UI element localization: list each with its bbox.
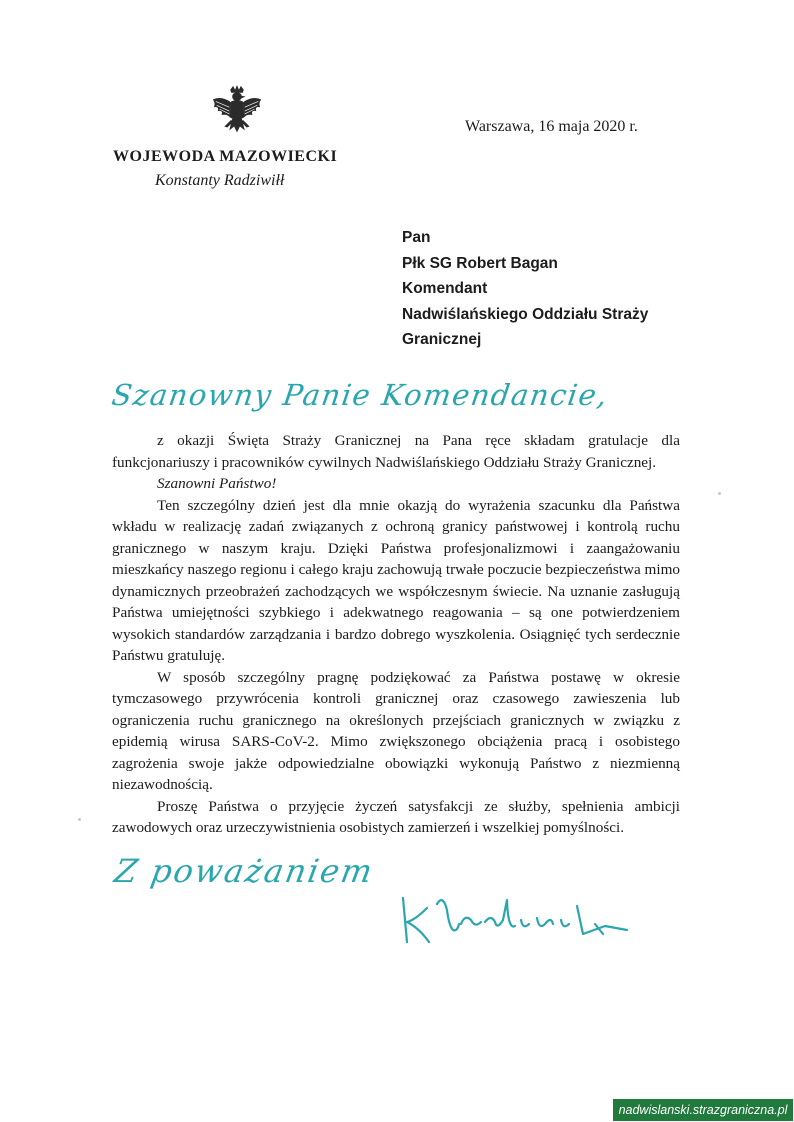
recipient-line: Granicznej xyxy=(402,331,482,348)
recipient-line: Płk SG Robert Bagan xyxy=(402,254,558,272)
letter-date: Warszawa, 16 maja 2020 r. xyxy=(465,118,638,135)
handwritten-closing: Z poważaniem xyxy=(111,852,378,890)
recipient-line: Komendant xyxy=(402,280,488,297)
scan-speck xyxy=(718,492,721,495)
handwritten-salutation: Szanowny Panie Komendancie, xyxy=(109,378,611,412)
issuer-name: Konstanty Radziwiłł xyxy=(155,172,285,189)
issuer-title: WOJEWODA MAZOWIECKI xyxy=(113,148,338,165)
body-paragraph: Ten szczególny dzień jest dla mnie okazją do wyrażenia szacunku dla Państwa wkładu w realizację zadań związanych z ochroną granicy państwowej i kontrolą ruchu granicznego w naszym kraju. Dzięki Państwa profesjonalizmowi i zaangażowaniu mieszkańcy naszego regionu i całego kraju zachowują trwałe poczucie bezpieczeństwa mimo dynamicznych przeobrażeń zachodzących we współczesnym świecie. Na uznanie zasługują Państwa umiejętności szybkiego i adekwatnego reagowania – są one potwierdzeniem wysokich standardów zarządzania i bardzo dobrego wyszkolenia. Osiągnięć tych serdecznie Państwu gratuluję. xyxy=(112,496,680,664)
body-paragraph: W sposób szczególny pragnę podziękować za Państwa postawę w okresie tymczasowego przywrócenia kontroli granicznej oraz czasowego zawieszenia lub ograniczenia ruchu granicznego na określonych przejściach granicznych w związku z epidemią wirusa SARS-CoV-2. Mimo zwiększonego obciążenia pracą i osobistego zagrożenia swoje jakże odpowiedzialne obowiązki wykonują Państwo z niezmienną niezawodnością. xyxy=(112,668,680,793)
polish-eagle-emblem-icon xyxy=(208,84,266,142)
body-paragraph: z okazji Święta Straży Granicznej na Pana ręce składam gratulacje dla funkcjonariuszy i pracowników cywilnych Nadwiślańskiego Oddziału Straży Granicznej. xyxy=(112,432,680,471)
recipient-line: Nadwiślańskiego Oddziału Straży xyxy=(402,305,649,323)
recipient-block xyxy=(402,225,648,353)
scan-speck xyxy=(78,818,81,821)
body-greeting: Szanowni Państwo! xyxy=(157,475,277,492)
source-watermark: nadwislanski.strazgraniczna.pl xyxy=(613,1099,793,1121)
recipient-line: Pan xyxy=(402,229,431,246)
body-paragraph: Proszę Państwa o przyjęcie życzeń satysfakcji ze służby, spełnienia ambicji zawodowych oraz urzeczywistnienia osobistych zamierzeń i wszelkiej pomyślności. xyxy=(112,797,680,836)
letter-body xyxy=(112,430,680,839)
handwritten-signature-icon xyxy=(395,890,635,950)
